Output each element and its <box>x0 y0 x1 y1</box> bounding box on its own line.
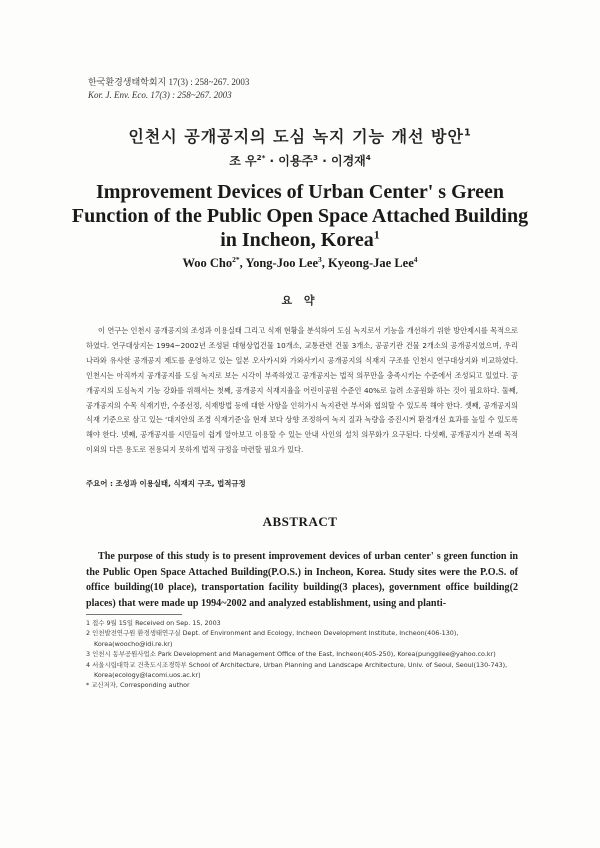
footnote: 1 접수 9월 15일 Received on Sep. 15, 2003 <box>86 619 221 627</box>
english-title <box>70 180 530 252</box>
korean-summary: 이 연구는 인천시 공개공지의 조성과 이용실태 그리고 식재 현황을 분석하여 도심 녹지로서 기능을 개선하기 위한 방안제시를 목적으로 하였다. 연구대상지는 1994~2002년 조성된 대형상업건물 10개소, 교통관련 건물 3개소, 공공기관 건물 2개소의 공개공지였으며, 우리나라와 유사한 공개공지 제도를 운영하고 있는 일본 오사카시와 가와사키시 공개공지의 식재지 구조를 인천시 연구대상지와 비교하였다. 인천시는 아직까지 공개공지를 도심 녹지로 보는 시각이 부족하였고 공개공지는 법적 의무만을 충족시키는 수준에서 조성되고 있었다. 공개공지의 도심녹지 기능 강화를 위해서는 첫째, 공개공지 식재지율을 어린이공원 수준인 40%로 늘려 소공원화 하는 것이 필요하다. 둘째, 공개공지의 수목 식재기반, 수종선정, 식재방법 등에 대한 사항을 인허가시 녹지관련 부서와 협의할 수 있도록 해야 한다. 셋째, 공개공지의 식재 기준으로 삼고 있는 '대지안의 조경 식재기준'을 현재 보다 상향 조정하여 녹지 질과 녹량을 증진시켜 환경개선 효과를 높일 수 있도록 해야 한다. 넷째, 공개공지를 시민들이 쉽게 알아보고 이용할 수 있는 안내 사인의 설치 의무화가 요구된다. 다섯째, 공개공지가 본래 목적 이외의 다른 용도로 전용되지 못하게 법적 규정을 마련할 필요가 있다. <box>86 326 518 455</box>
author-en-1: Woo Cho <box>182 256 233 270</box>
author-en-3: Kyeong-Jae Lee <box>328 256 414 270</box>
author-separator: · <box>265 154 279 168</box>
footnote-divider <box>86 614 182 615</box>
author-en-3-mark: 4 <box>413 254 418 264</box>
author-en-1-mark: 2* <box>232 254 240 264</box>
author-kr-1-mark: 2* <box>256 153 266 162</box>
author-en-2-mark: 3 <box>318 254 322 264</box>
footnote: 2 인천발전연구원 환경생태연구실 Dept. of Environment and Ecology, Incheon Development Institute, Incheon(406-130), Korea(woocho@idi.re.kr) <box>86 629 459 648</box>
korean-title-text: 인천시 공개공지의 도심 녹지 기능 개선 방안 <box>128 127 464 146</box>
footnote: 4 서울시립대학교 건축도시조경학부 School of Architecture, Urban Planning and Landscape Architecture, Univ. of Seoul, Seoul(130-743), Korea(ecology@lacomi.uos.ac.kr) <box>86 660 508 680</box>
keywords: 주요어 : 조성과 이용실태, 식재지 구조, 법적규정 <box>86 479 246 488</box>
author-separator: , <box>239 256 246 270</box>
author-separator: , <box>321 256 329 270</box>
korean-title-footnote-mark: 1 <box>463 127 472 139</box>
journal-citation <box>88 76 249 102</box>
author-kr-3: 이경재 <box>330 154 366 168</box>
footnote: 3 인천시 동부공원사업소 Park Development and Management Office of the East, Incheon(405-250), Korea(punggilee@yahoo.co.kr) <box>86 650 496 659</box>
english-title-text: Improvement Devices of Urban Center' s Green Function of the Public Open Space Attached Building in Incheon, Korea <box>71 181 529 251</box>
author-kr-2-mark: 3 <box>313 153 319 162</box>
korean-title <box>0 124 600 147</box>
journal-citation-en: Kor. J. Env. Eco. 17(3) : 258~267. 2003 <box>88 90 232 100</box>
korean-authors <box>0 152 600 169</box>
footnotes <box>86 618 526 691</box>
english-authors <box>0 256 600 271</box>
english-title-footnote-mark: 1 <box>373 227 380 242</box>
english-abstract: The purpose of this study is to present improvement devices of urban center' s green function in the Public Open Space Attached Building(P.O.S.) in Incheon, Korea. Study sites were the P.O.S. of office building(10 place), transportation facility building(3 places), government office building(2 places) that were made up 1994~2002 and analyzed establishment, using and planti- <box>86 551 518 609</box>
author-en-2: Yong-Joo Lee <box>245 256 319 270</box>
footnote: * 교신저자, Corresponding author <box>86 681 190 690</box>
journal-citation-kr: 한국환경생태학회지 17(3) : 258~267. 2003 <box>88 77 250 87</box>
abstract-heading: ABSTRACT <box>262 514 338 529</box>
author-kr-3-mark: 4 <box>365 153 371 162</box>
author-kr-1: 조 우 <box>229 154 257 168</box>
summary-heading: 요 약 <box>281 294 319 307</box>
author-separator: · <box>318 154 331 168</box>
author-kr-2: 이용주 <box>278 154 314 168</box>
